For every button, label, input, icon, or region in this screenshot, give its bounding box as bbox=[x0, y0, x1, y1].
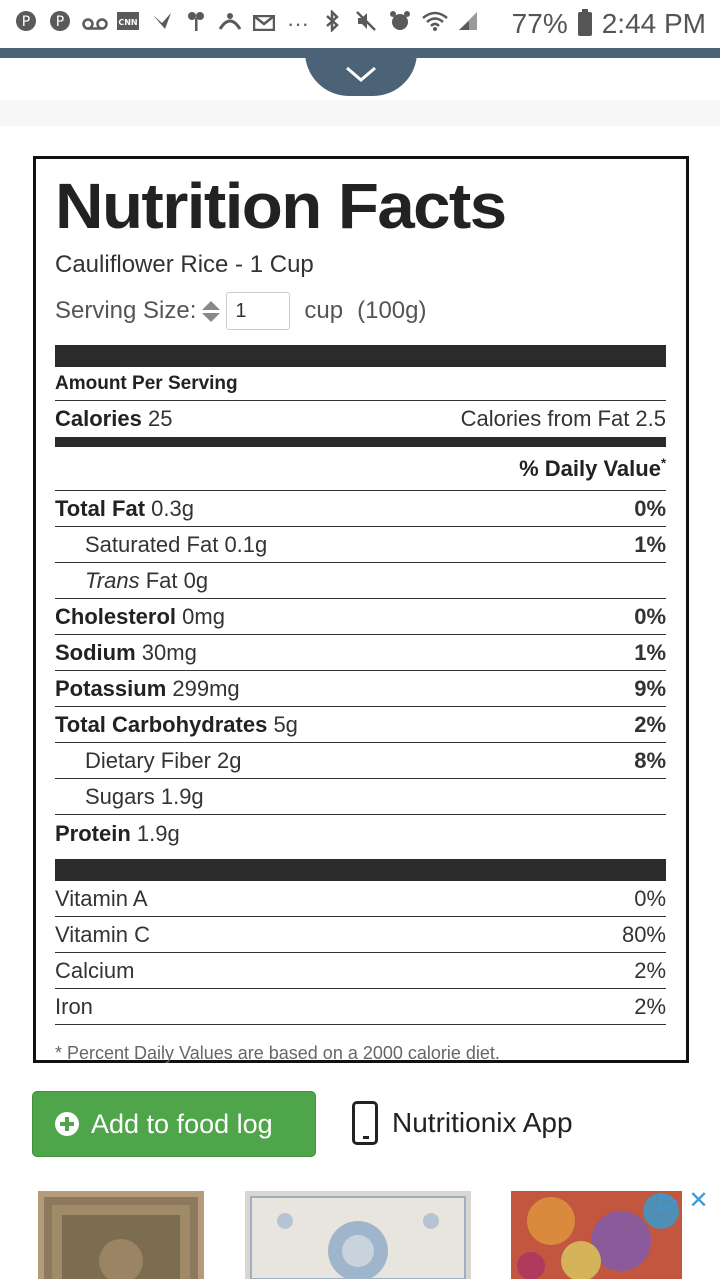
nutrition-label bbox=[33, 156, 689, 1063]
serving-unit: cup bbox=[304, 297, 344, 324]
signal-icon bbox=[456, 10, 480, 38]
phone-icon bbox=[352, 1101, 378, 1145]
battery-icon bbox=[578, 12, 592, 36]
status-right bbox=[512, 8, 706, 40]
nutrient-row-cholesterol: Cholesterol 0mg 0% bbox=[55, 599, 666, 635]
mineral-row-calcium: Calcium 2% bbox=[55, 953, 666, 989]
voicemail-icon bbox=[82, 11, 106, 37]
alarm-icon bbox=[388, 10, 412, 38]
mail-icon bbox=[252, 11, 276, 37]
daily-value-header: % Daily Value* bbox=[55, 447, 666, 491]
daily-value-footnote: * Percent Daily Values are based on a 2000 calorie diet. bbox=[55, 1043, 500, 1063]
app-icon bbox=[150, 11, 174, 37]
nutritionix-app-link[interactable] bbox=[352, 1099, 573, 1147]
ad-rug-image-2[interactable] bbox=[245, 1191, 471, 1279]
nutrient-row-protein: Protein 1.9g bbox=[55, 821, 180, 846]
status-bar bbox=[0, 0, 720, 48]
ad-choices-icon[interactable]: ▷ bbox=[660, 1187, 679, 1214]
app-icon bbox=[184, 10, 208, 38]
nutrient-row-sodium: Sodium 30mg 1% bbox=[55, 635, 666, 671]
nutrient-row-sugars: Sugars 1.9g bbox=[55, 779, 666, 815]
nutrient-row-dietary-fiber: Dietary Fiber 2g 8% bbox=[55, 743, 666, 779]
app-icon bbox=[218, 11, 242, 37]
medium-divider bbox=[55, 437, 666, 447]
nutritionix-app-label: Nutritionix App bbox=[392, 1107, 573, 1138]
ad-banner[interactable] bbox=[0, 1186, 720, 1279]
collapse-toggle[interactable] bbox=[305, 52, 417, 96]
nutrient-row-trans-fat: Trans Fat 0g bbox=[55, 563, 666, 599]
mute-icon bbox=[354, 10, 378, 38]
notification-icons bbox=[14, 10, 480, 38]
serving-size-row bbox=[55, 291, 666, 331]
chevron-down-icon bbox=[344, 64, 378, 84]
vitamin-row-a: Vitamin A 0% bbox=[55, 881, 666, 917]
vitamin-row-c: Vitamin C 80% bbox=[55, 917, 666, 953]
svg-text:CNN: CNN bbox=[118, 18, 138, 27]
ad-rug-image-3[interactable] bbox=[511, 1191, 682, 1279]
calories-value: 25 bbox=[147, 406, 173, 431]
mineral-row-iron: Iron 2% bbox=[55, 989, 666, 1025]
pinterest-icon bbox=[48, 10, 72, 38]
serving-size-label: Serving Size: bbox=[55, 297, 197, 324]
wifi-icon bbox=[422, 11, 446, 37]
cnn-icon bbox=[116, 11, 140, 37]
serving-stepper-icon[interactable] bbox=[202, 301, 220, 322]
nutrient-row-total-carbohydrates: Total Carbohydrates 5g 2% bbox=[55, 707, 666, 743]
divider-band bbox=[0, 100, 720, 126]
calories-row bbox=[55, 401, 666, 437]
ad-rug-image-1[interactable] bbox=[38, 1191, 204, 1279]
label-title: Nutrition Facts bbox=[55, 170, 506, 242]
amount-per-serving: Amount Per Serving bbox=[55, 367, 666, 401]
add-to-food-log-label: Add to food log bbox=[91, 1108, 273, 1139]
thick-divider bbox=[55, 345, 666, 367]
calories-label: Calories bbox=[55, 406, 142, 431]
ad-choices[interactable] bbox=[660, 1186, 709, 1215]
more-icon: ··· bbox=[287, 11, 309, 36]
calories-from-fat: Calories from Fat 2.5 bbox=[460, 406, 666, 431]
battery-percent: 77% bbox=[511, 8, 568, 39]
bluetooth-icon bbox=[320, 10, 344, 38]
svg-text:P: P bbox=[21, 14, 31, 30]
nutrient-row-potassium: Potassium 299mg 9% bbox=[55, 671, 666, 707]
thick-divider bbox=[55, 859, 666, 881]
pinterest-icon bbox=[14, 10, 38, 38]
clock: 2:44 PM bbox=[601, 8, 706, 39]
serving-weight: (100g) bbox=[357, 297, 427, 324]
serving-quantity-input[interactable] bbox=[226, 292, 290, 330]
item-name: Cauliflower Rice - 1 Cup bbox=[55, 251, 314, 278]
nutrient-row-total-fat: Total Fat 0.3g 0% bbox=[55, 491, 666, 527]
add-to-food-log-button[interactable] bbox=[32, 1091, 316, 1157]
close-icon[interactable]: ✕ bbox=[688, 1187, 709, 1214]
svg-text:P: P bbox=[55, 14, 65, 30]
plus-circle-icon bbox=[55, 1112, 79, 1136]
nutrient-row-saturated-fat: Saturated Fat 0.1g 1% bbox=[55, 527, 666, 563]
